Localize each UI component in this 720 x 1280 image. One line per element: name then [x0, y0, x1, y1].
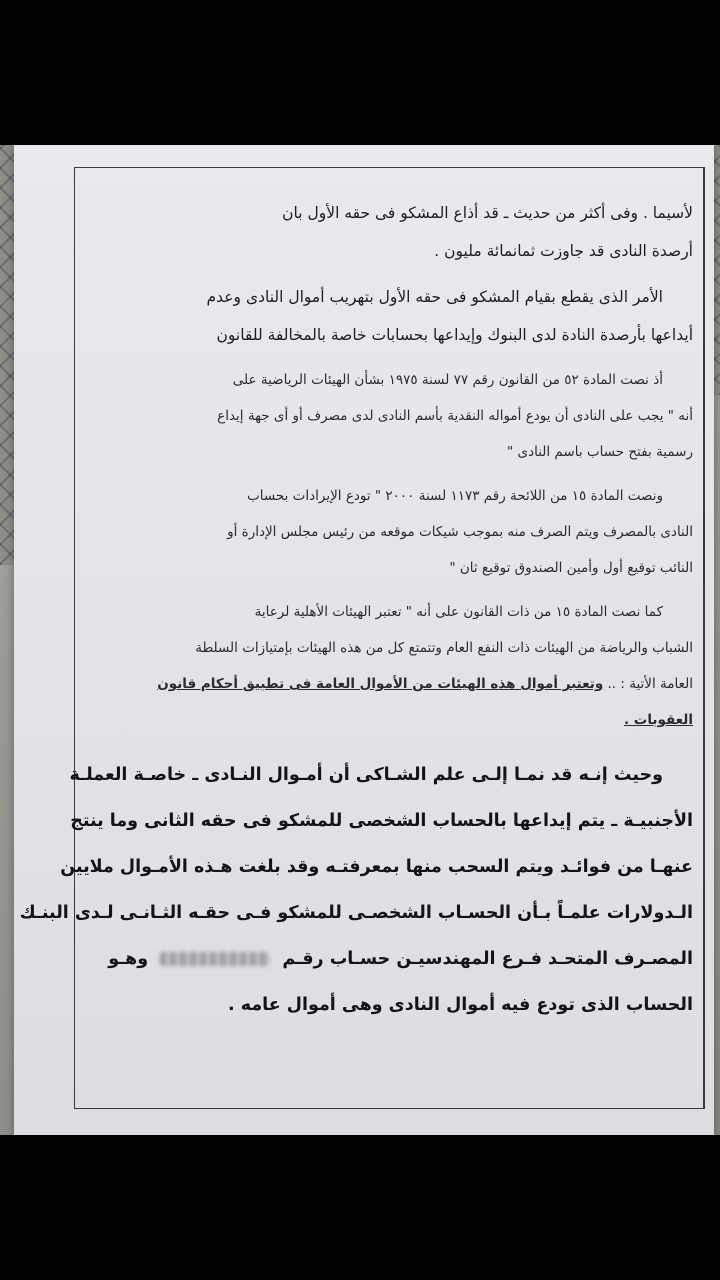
text-line: العقوبات .	[623, 712, 693, 728]
text-line: الـدولارات علمـاً بـأن الحسـاب الشخصـى للمشكو فـى حقـه الثـانـى لـدى البنـك	[19, 903, 693, 923]
text-line: الأجنبيـة ـ يتم إيداعها بالحساب الشخصى للمشكو فى حقه الثانى وما ينتج	[70, 811, 693, 831]
text-line: الأمر الذى يقطع بقيام المشكو فى حقه الأول بتهريب أموال النادى وعدم	[206, 288, 663, 306]
text-line: الحساب الذى تودع فيه أموال النادى وهى أموال عامه .	[227, 995, 693, 1015]
paragraph-2	[93, 278, 693, 354]
underlined-text: وتعتبر أموال هذه الهيئات من الأموال العامة فى تطبيق أحكام قانون	[157, 676, 604, 692]
bottom-black-bar	[0, 1135, 720, 1280]
text-line: النائب توقيع أول وأمين الصندوق توقيع ثان "	[449, 560, 693, 576]
page-border	[19, 167, 705, 1109]
paragraph-3	[93, 362, 693, 470]
text-line: لأسيما . وفى أكثر من حديث ـ قد أذاع المشكو فى حقه الأول بان	[282, 204, 693, 222]
text-line: عنهـا من فوائـد ويتم السحب منها بمعرفتـه وقد بلغت هـذه الأمـوال ملايين	[60, 857, 693, 877]
paragraph-4	[93, 478, 693, 586]
paragraph-1	[93, 194, 693, 270]
document-text	[19, 194, 693, 1028]
text-fragment: المصـرف المتحـد فـرع المهندسيـن حسـاب رقـم	[282, 949, 693, 969]
text-line: النادى بالمصرف ويتم الصرف منه بموجب شيكات موقعه من رئيس مجلس الإدارة أو	[227, 524, 693, 540]
text-line	[93, 936, 693, 982]
document-photo	[0, 145, 720, 1135]
text-line: أرصدة النادى قد جاوزت ثمانمائة مليون .	[434, 242, 693, 260]
text-line: ونصت المادة ١٥ من اللائحة رقم ١١٧٣ لسنة ٢٠٠٠ " تودع الإيرادات بحساب	[247, 488, 663, 504]
text-line: الشباب والرياضة من الهيئات ذات النفع العام وتتمتع كل من هذه الهيئات بإمتيازات السلطة	[195, 640, 693, 656]
text-line: أنه " يجب على النادى أن يودع أمواله النقدية بأسم النادى لدى مصرف أو أى جهة إيداع	[217, 408, 693, 424]
paragraph-6	[19, 752, 693, 1028]
paper-page	[14, 145, 714, 1135]
paragraph-5	[93, 594, 693, 738]
text-line: وحيث إنـه قد نمـا إلـى علم الشـاكى أن أمـوال النـادى ـ خاصـة العملـة	[69, 765, 663, 785]
text-line: كما نصت المادة ١٥ من ذات القانون على أنه " تعتبر الهيئات الأهلية لرعاية	[254, 604, 663, 620]
text-line: أذ نصت المادة ٥٢ من القانون رقم ٧٧ لسنة ١٩٧٥ بشأن الهيئات الرياضية على	[232, 372, 663, 388]
text-line: رسمية بفتح حساب باسم النادى "	[507, 444, 693, 460]
text-fragment: العامة الأتية : ..	[607, 676, 693, 692]
redacted-account-number	[160, 952, 270, 966]
text-line	[93, 666, 693, 702]
text-fragment: وهـو	[108, 949, 149, 969]
text-line: أيداعها بأرصدة النادة لدى البنوك وإيداعها بحسابات خاصة بالمخالفة للقانون	[216, 326, 693, 344]
